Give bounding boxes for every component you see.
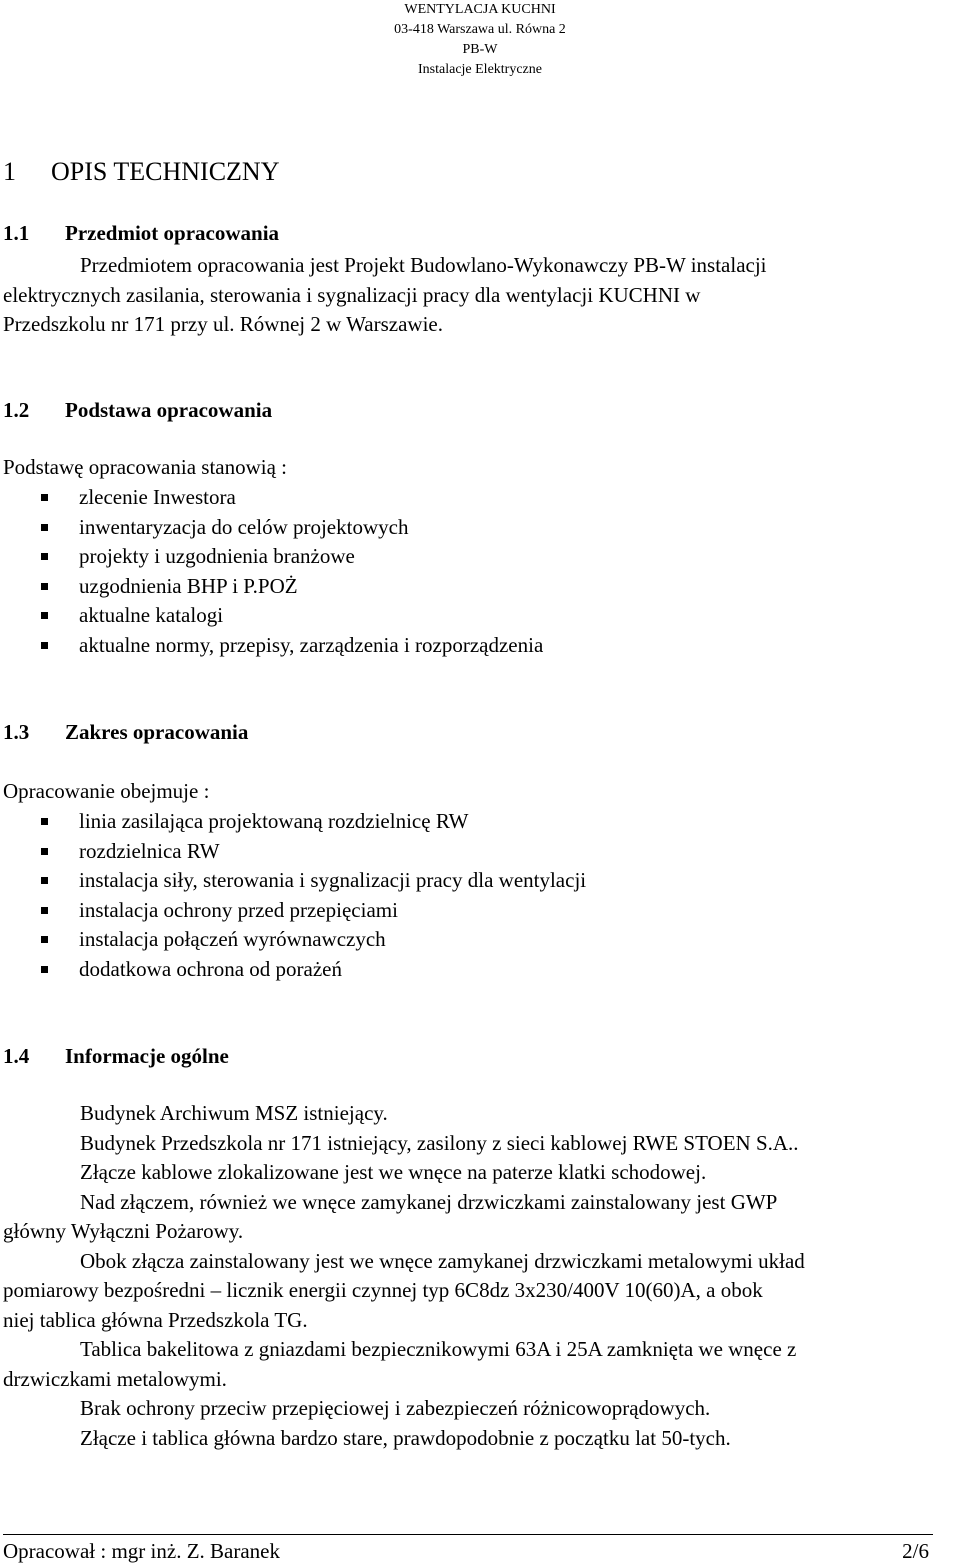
header-line-title: WENTYLACJA KUCHNI bbox=[404, 2, 556, 17]
list-item: instalacja ochrony przed przepięciami bbox=[0, 896, 586, 926]
header-line-discipline: Instalacje Elektryczne bbox=[418, 62, 542, 77]
footer-author: Opracował : mgr inż. Z. Baranek bbox=[3, 1539, 280, 1563]
header-line-stage: PB-W bbox=[462, 42, 498, 57]
footer-divider bbox=[3, 1534, 933, 1535]
list-item: instalacja połączeń wyrównawczych bbox=[0, 925, 586, 955]
section-heading-1-1 bbox=[3, 218, 279, 248]
section-title: Przedmiot opracowania bbox=[65, 221, 280, 245]
info-line: Złącze kablowe zlokalizowane jest we wnęce na paterze klatki schodowej. bbox=[80, 1160, 707, 1184]
list-item: zlecenie Inwestora bbox=[0, 483, 543, 513]
section-heading-1-4 bbox=[3, 1041, 229, 1071]
chapter-heading bbox=[3, 152, 279, 192]
section-title: Zakres opracowania bbox=[65, 720, 249, 744]
list-item: instalacja siły, sterowania i sygnalizacji pracy dla wentylacji bbox=[0, 866, 586, 896]
list-item: uzgodnienia BHP i P.POŻ bbox=[0, 572, 543, 602]
section-1-2-list bbox=[0, 483, 543, 660]
section-heading-1-3 bbox=[3, 717, 248, 747]
section-heading-1-2 bbox=[3, 395, 272, 425]
info-line: Obok złącza zainstalowany jest we wnęce zamykanej drzwiczkami metalowymi układ bbox=[80, 1248, 805, 1273]
paragraph-line: Przedmiotem opracowania jest Projekt Budowlano-Wykonawczy PB-W instalacji bbox=[80, 253, 767, 277]
section-1-4-text bbox=[3, 1099, 953, 1453]
section-number: 1.2 bbox=[3, 398, 30, 422]
section-number: 1.4 bbox=[3, 1044, 30, 1068]
section-1-3-list bbox=[0, 807, 586, 984]
section-number: 1.3 bbox=[3, 720, 30, 744]
section-1-3-intro: Opracowanie obejmuje : bbox=[3, 779, 210, 803]
section-1-1-paragraph bbox=[3, 251, 953, 340]
list-item: dodatkowa ochrona od porażeń bbox=[0, 955, 586, 985]
section-title: Informacje ogólne bbox=[65, 1044, 229, 1068]
info-line: Nad złączem, również we wnęce zamykanej drzwiczkami zainstalowany jest GWP bbox=[80, 1189, 778, 1214]
section-number: 1.1 bbox=[3, 221, 30, 245]
info-line: pomiarowy bezpośredni – licznik energii czynnej typ 6C8dz 3x230/400V 10(60)A, a obok bbox=[3, 1278, 763, 1302]
info-line: Brak ochrony przeciw przepięciowej i zabezpieczeń różnicowoprądowych. bbox=[80, 1396, 711, 1420]
info-line: Złącze i tablica główna bardzo stare, prawdopodobnie z początku lat 50-tych. bbox=[80, 1425, 731, 1450]
list-item: aktualne katalogi bbox=[0, 601, 543, 631]
chapter-number: 1 bbox=[3, 157, 16, 186]
paragraph-line: elektrycznych zasilania, sterowania i sygnalizacji pracy dla wentylacji KUCHNI w bbox=[3, 282, 701, 307]
section-title: Podstawa opracowania bbox=[65, 398, 273, 422]
paragraph-line: Przedszkolu nr 171 przy ul. Równej 2 w Warszawie. bbox=[3, 312, 443, 336]
info-line: Budynek Archiwum MSZ istniejący. bbox=[80, 1101, 388, 1125]
list-item: linia zasilająca projektowaną rozdzielnicę RW bbox=[0, 807, 586, 837]
info-line: Tablica bakelitowa z gniazdami bezpiecznikowymi 63A i 25A zamknięta we wnęce z bbox=[80, 1337, 797, 1361]
page-header bbox=[0, 0, 960, 80]
list-item: inwentaryzacja do celów projektowych bbox=[0, 513, 543, 543]
info-line: drzwiczkami metalowymi. bbox=[3, 1366, 227, 1391]
footer-page-number: 2/6 bbox=[902, 1539, 929, 1563]
header-line-address: 03-418 Warszawa ul. Równa 2 bbox=[394, 22, 566, 37]
list-item: projekty i uzgodnienia branżowe bbox=[0, 542, 543, 572]
list-item: rozdzielnica RW bbox=[0, 837, 586, 867]
info-line: niej tablica główna Przedszkola TG. bbox=[3, 1307, 308, 1332]
info-line: Budynek Przedszkola nr 171 istniejący, zasilony z sieci kablowej RWE STOEN S.A.. bbox=[80, 1130, 799, 1155]
section-1-2-intro: Podstawę opracowania stanowią : bbox=[3, 455, 288, 479]
list-item: aktualne normy, przepisy, zarządzenia i rozporządzenia bbox=[0, 631, 543, 661]
chapter-title: OPIS TECHNICZNY bbox=[51, 157, 280, 186]
info-line: główny Wyłączni Pożarowy. bbox=[3, 1219, 244, 1243]
